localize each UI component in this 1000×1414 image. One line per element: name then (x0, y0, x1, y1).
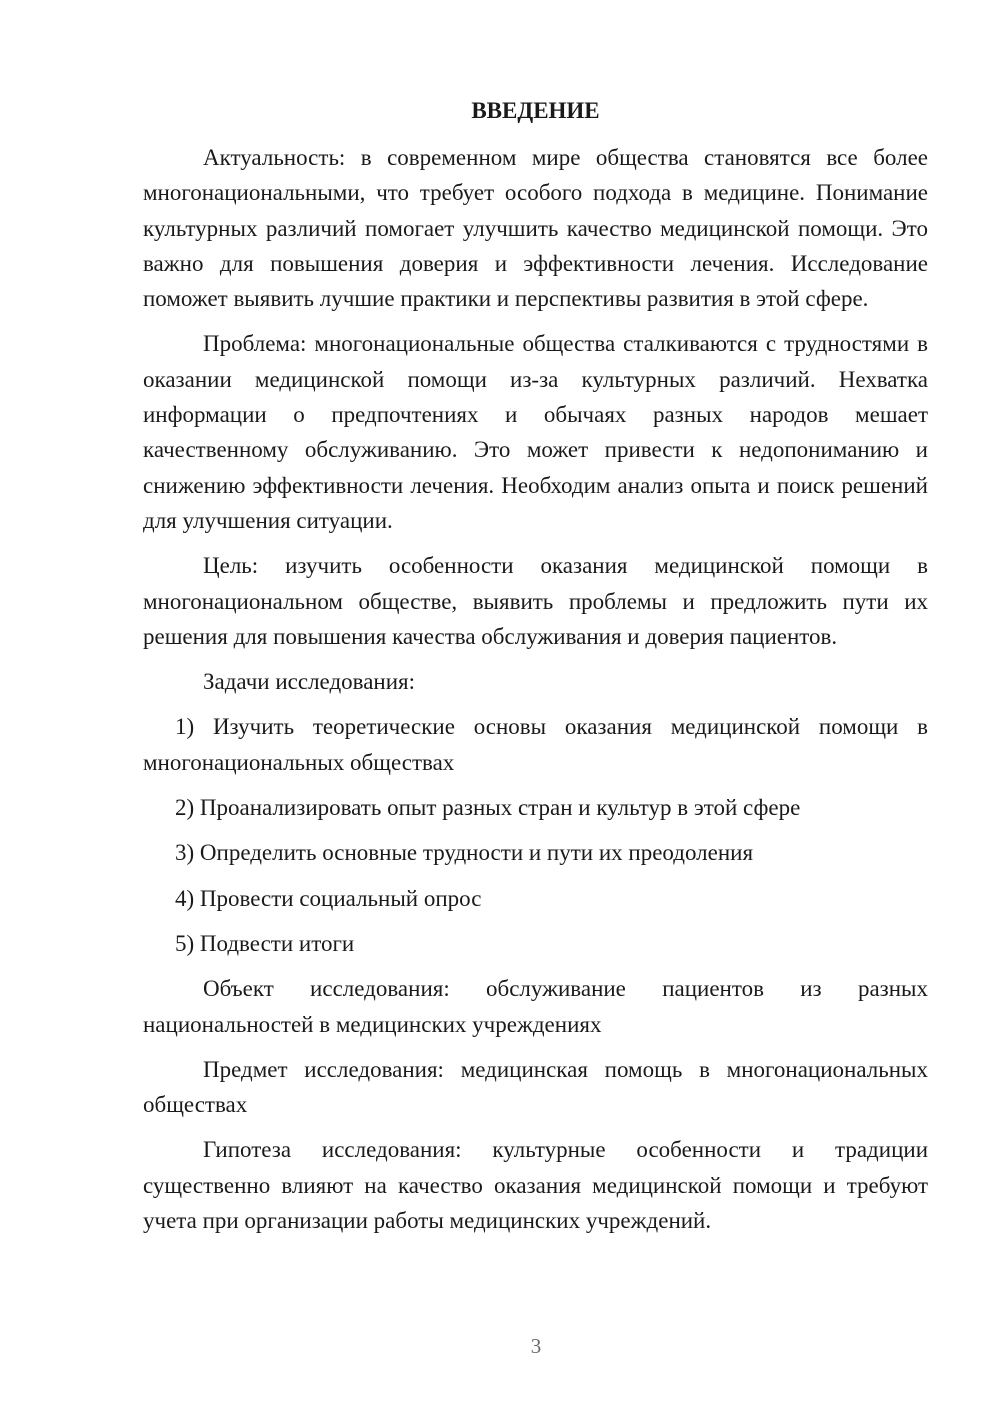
task-item-4: 4) Провести социальный опрос (175, 885, 482, 911)
goal-paragraph: Цель: изучить особенности оказания медицинской помощи в многонациональном обществе, выявить проблемы и предложить пути их решения для повышения качества обслуживания и доверия пациентов. (143, 553, 928, 649)
task-item-3: 3) Определить основные трудности и пути их преодоления (175, 840, 754, 866)
task-item-1: 1) Изучить теоретические основы оказания медицинской помощи в многонациональных обществах (143, 714, 928, 775)
object-paragraph: Объект исследования: обслуживание пациентов из разных национальностей в медицинских учреждениях (143, 976, 928, 1037)
task-item-5: 5) Подвести итоги (175, 930, 355, 956)
tasks-title: Задачи исследования: (203, 669, 416, 695)
document-page (143, 96, 928, 1248)
hypothesis-paragraph: Гипотеза исследования: культурные особенности и традиции существенно влияют на качество оказания медицинской помощи и требуют учета при организации работы медицинских учреждений. (143, 1137, 928, 1234)
subject-paragraph: Предмет исследования: медицинская помощь в многонациональных обществах (143, 1056, 928, 1118)
section-heading: ВВЕДЕНИЕ (471, 98, 600, 123)
page-number: 3 (530, 1334, 542, 1358)
task-item-2: 2) Проанализировать опыт разных стран и культур в этой сфере (175, 795, 801, 821)
problem-paragraph: Проблема: многонациональные общества сталкиваются с трудностями в оказании медицинской помощи из-за культурных различий. Нехватка информации о предпочтениях и обычаях разных народов мешает качественному обслуживанию. Это может привести к недопониманию и снижению эффективности лечения. Необходим анализ опыта и поиск решений для улучшения ситуации. (143, 331, 928, 533)
relevance-paragraph: Актуальность: в современном мире общества становятся все более многонациональными, что требует особого подхода в медицине. Понимание культурных различий помогает улучшить качество медицинской помощи. Это важно для повышения доверия и эффективности лечения. Исследование поможет выявить лучшие практики и перспективы развития в этой сфере. (143, 145, 928, 312)
